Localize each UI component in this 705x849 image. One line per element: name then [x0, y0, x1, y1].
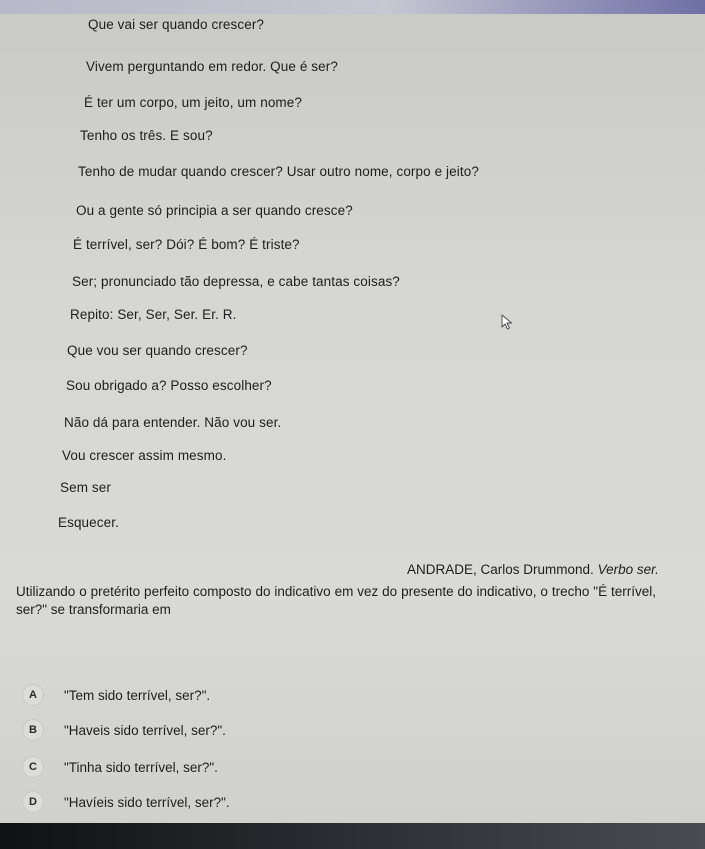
- option-text: "Tem sido terrível, ser?".: [64, 687, 211, 703]
- option-letter: C: [22, 756, 44, 778]
- poem-line: Que vou ser quando crescer?: [67, 343, 248, 358]
- poem-line: É ter um corpo, um jeito, um nome?: [84, 95, 302, 110]
- citation: [407, 562, 659, 577]
- poem-line: Tenho os três. E sou?: [80, 128, 213, 143]
- option-d[interactable]: [22, 791, 230, 813]
- poem-line: Esquecer.: [58, 515, 119, 530]
- poem-line: Vou crescer assim mesmo.: [62, 448, 227, 463]
- poem-line: Ser; pronunciado tão depressa, e cabe tantas coisas?: [72, 274, 400, 289]
- option-a[interactable]: [22, 684, 210, 706]
- poem-line: É terrível, ser? Dói? É bom? É triste?: [73, 237, 300, 252]
- bottom-taskbar: [0, 823, 705, 849]
- poem-line: Não dá para entender. Não vou ser.: [64, 415, 282, 430]
- option-letter: D: [22, 791, 44, 813]
- citation-work: Verbo ser.: [597, 562, 659, 577]
- mouse-pointer-icon: [501, 314, 513, 330]
- poem-line: Sem ser: [60, 480, 111, 495]
- option-text: "Haveis sido terrível, ser?".: [64, 722, 226, 738]
- poem-line: Que vai ser quando crescer?: [88, 17, 265, 32]
- citation-author: ANDRADE, Carlos Drummond.: [407, 562, 594, 577]
- poem-line: Ou a gente só principia a ser quando cresce?: [76, 203, 353, 218]
- poem-line: Vivem perguntando em redor. Que é ser?: [86, 59, 338, 74]
- option-c[interactable]: [22, 756, 218, 778]
- poem-line: Sou obrigado a? Posso escolher?: [66, 378, 272, 393]
- question-prompt: Utilizando o pretérito perfeito composto do indicativo em vez do presente do indicativo, o trecho "É terrível, ser?" se transformaria em: [16, 584, 656, 617]
- option-b[interactable]: [22, 719, 226, 741]
- option-text: "Havíeis sido terrível, ser?".: [64, 794, 230, 810]
- option-letter: B: [22, 719, 44, 741]
- poem-line: Repito: Ser, Ser, Ser. Er. R.: [70, 307, 237, 322]
- option-letter: A: [22, 684, 44, 706]
- poem-line: Tenho de mudar quando crescer? Usar outro nome, corpo e jeito?: [78, 164, 479, 179]
- option-text: "Tinha sido terrível, ser?".: [64, 759, 218, 775]
